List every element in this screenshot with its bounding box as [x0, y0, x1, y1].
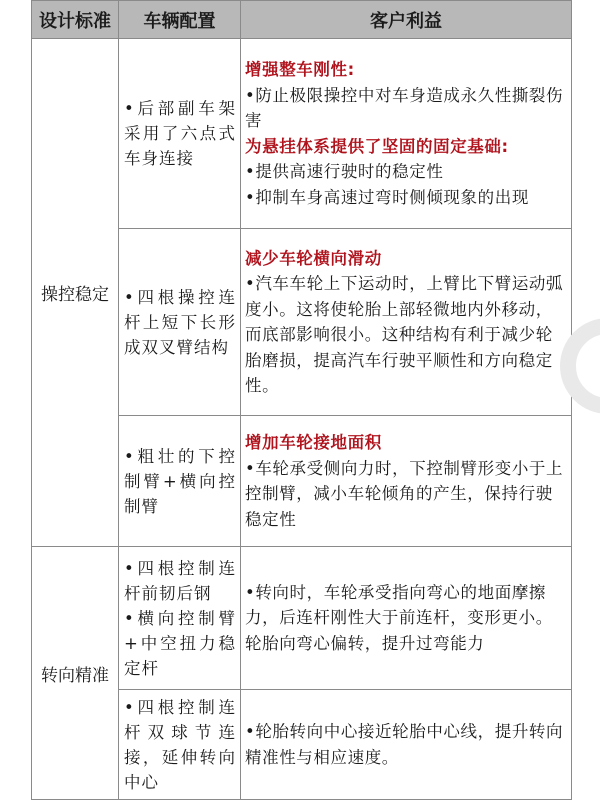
spec-table: [31, 0, 572, 800]
benefit-cell: [241, 690, 572, 800]
header-vehicle-config: 车辆配置: [119, 1, 241, 39]
config-cell: [119, 416, 241, 547]
config-cell: [119, 690, 241, 800]
benefit-cell: [241, 229, 572, 416]
config-cell: [119, 547, 241, 690]
benefit-heading: 增加车轮接地面积: [245, 433, 382, 452]
benefit-text: •抑制车身高速过弯时侧倾现象的出现: [245, 187, 529, 207]
benefit-text: •车轮承受侧向力时，下控制臂形变小于上控制臂，减小车轮倾角的产生，保持行驶稳定性: [245, 458, 564, 529]
benefit-text: •汽车车轮上下运动时，上臂比下臂运动弧度小。这将使轮胎上部轻微地内外移动，而底部影响很小。这种结构有利于减少轮胎磨损，提高汽车行驶平顺性和方向稳定性。: [245, 274, 564, 395]
benefit-cell: [241, 547, 572, 690]
benefit-heading: 为悬挂体系提供了坚固的固定基础:: [245, 136, 509, 156]
config-line: •后部副车架采用了六点式车身连接: [124, 99, 236, 168]
benefit-cell: [241, 39, 572, 229]
benefit-text: •轮胎转向中心接近轮胎中心线，提升转向精准性与相应速度。: [245, 722, 564, 767]
benefit-cell: [241, 416, 572, 547]
config-line: •四根控制连杆双球节连接，延伸转向中心: [124, 697, 236, 792]
header-row: [32, 1, 572, 39]
standard-cell: 操控稳定: [32, 39, 119, 547]
config-line: •四根操控连杆上短下长形成双叉臂结构: [124, 287, 236, 357]
benefit-heading: 减少车轮横向滑动: [245, 248, 382, 268]
benefit-text: •防止极限操控中对车身造成永久性撕裂伤害: [245, 85, 564, 130]
config-cell: [119, 39, 241, 229]
config-cell: [119, 229, 241, 416]
benefit-text: •转向时，车轮承受指向弯心的地面摩擦力，后连杆刚性大于前连杆，变形更小。轮胎向弯心偏转，提升过弯能力: [245, 582, 553, 653]
benefit-heading: 增强整车刚性:: [245, 60, 355, 79]
header-customer-benefit: 客户利益: [241, 1, 572, 39]
standard-cell: 转向精准: [32, 547, 119, 800]
header-design-standard: 设计标准: [32, 1, 119, 39]
benefit-text: •提供高速行驶时的稳定性: [245, 162, 444, 181]
table-row: [32, 547, 572, 690]
table-row: [32, 39, 572, 229]
config-line: •横向控制臂+中空扭力稳定杆: [124, 608, 236, 678]
config-line: •粗壮的下控制臂+横向控制臂: [124, 446, 236, 516]
config-line: •四根控制连杆前韧后钢: [124, 558, 236, 603]
